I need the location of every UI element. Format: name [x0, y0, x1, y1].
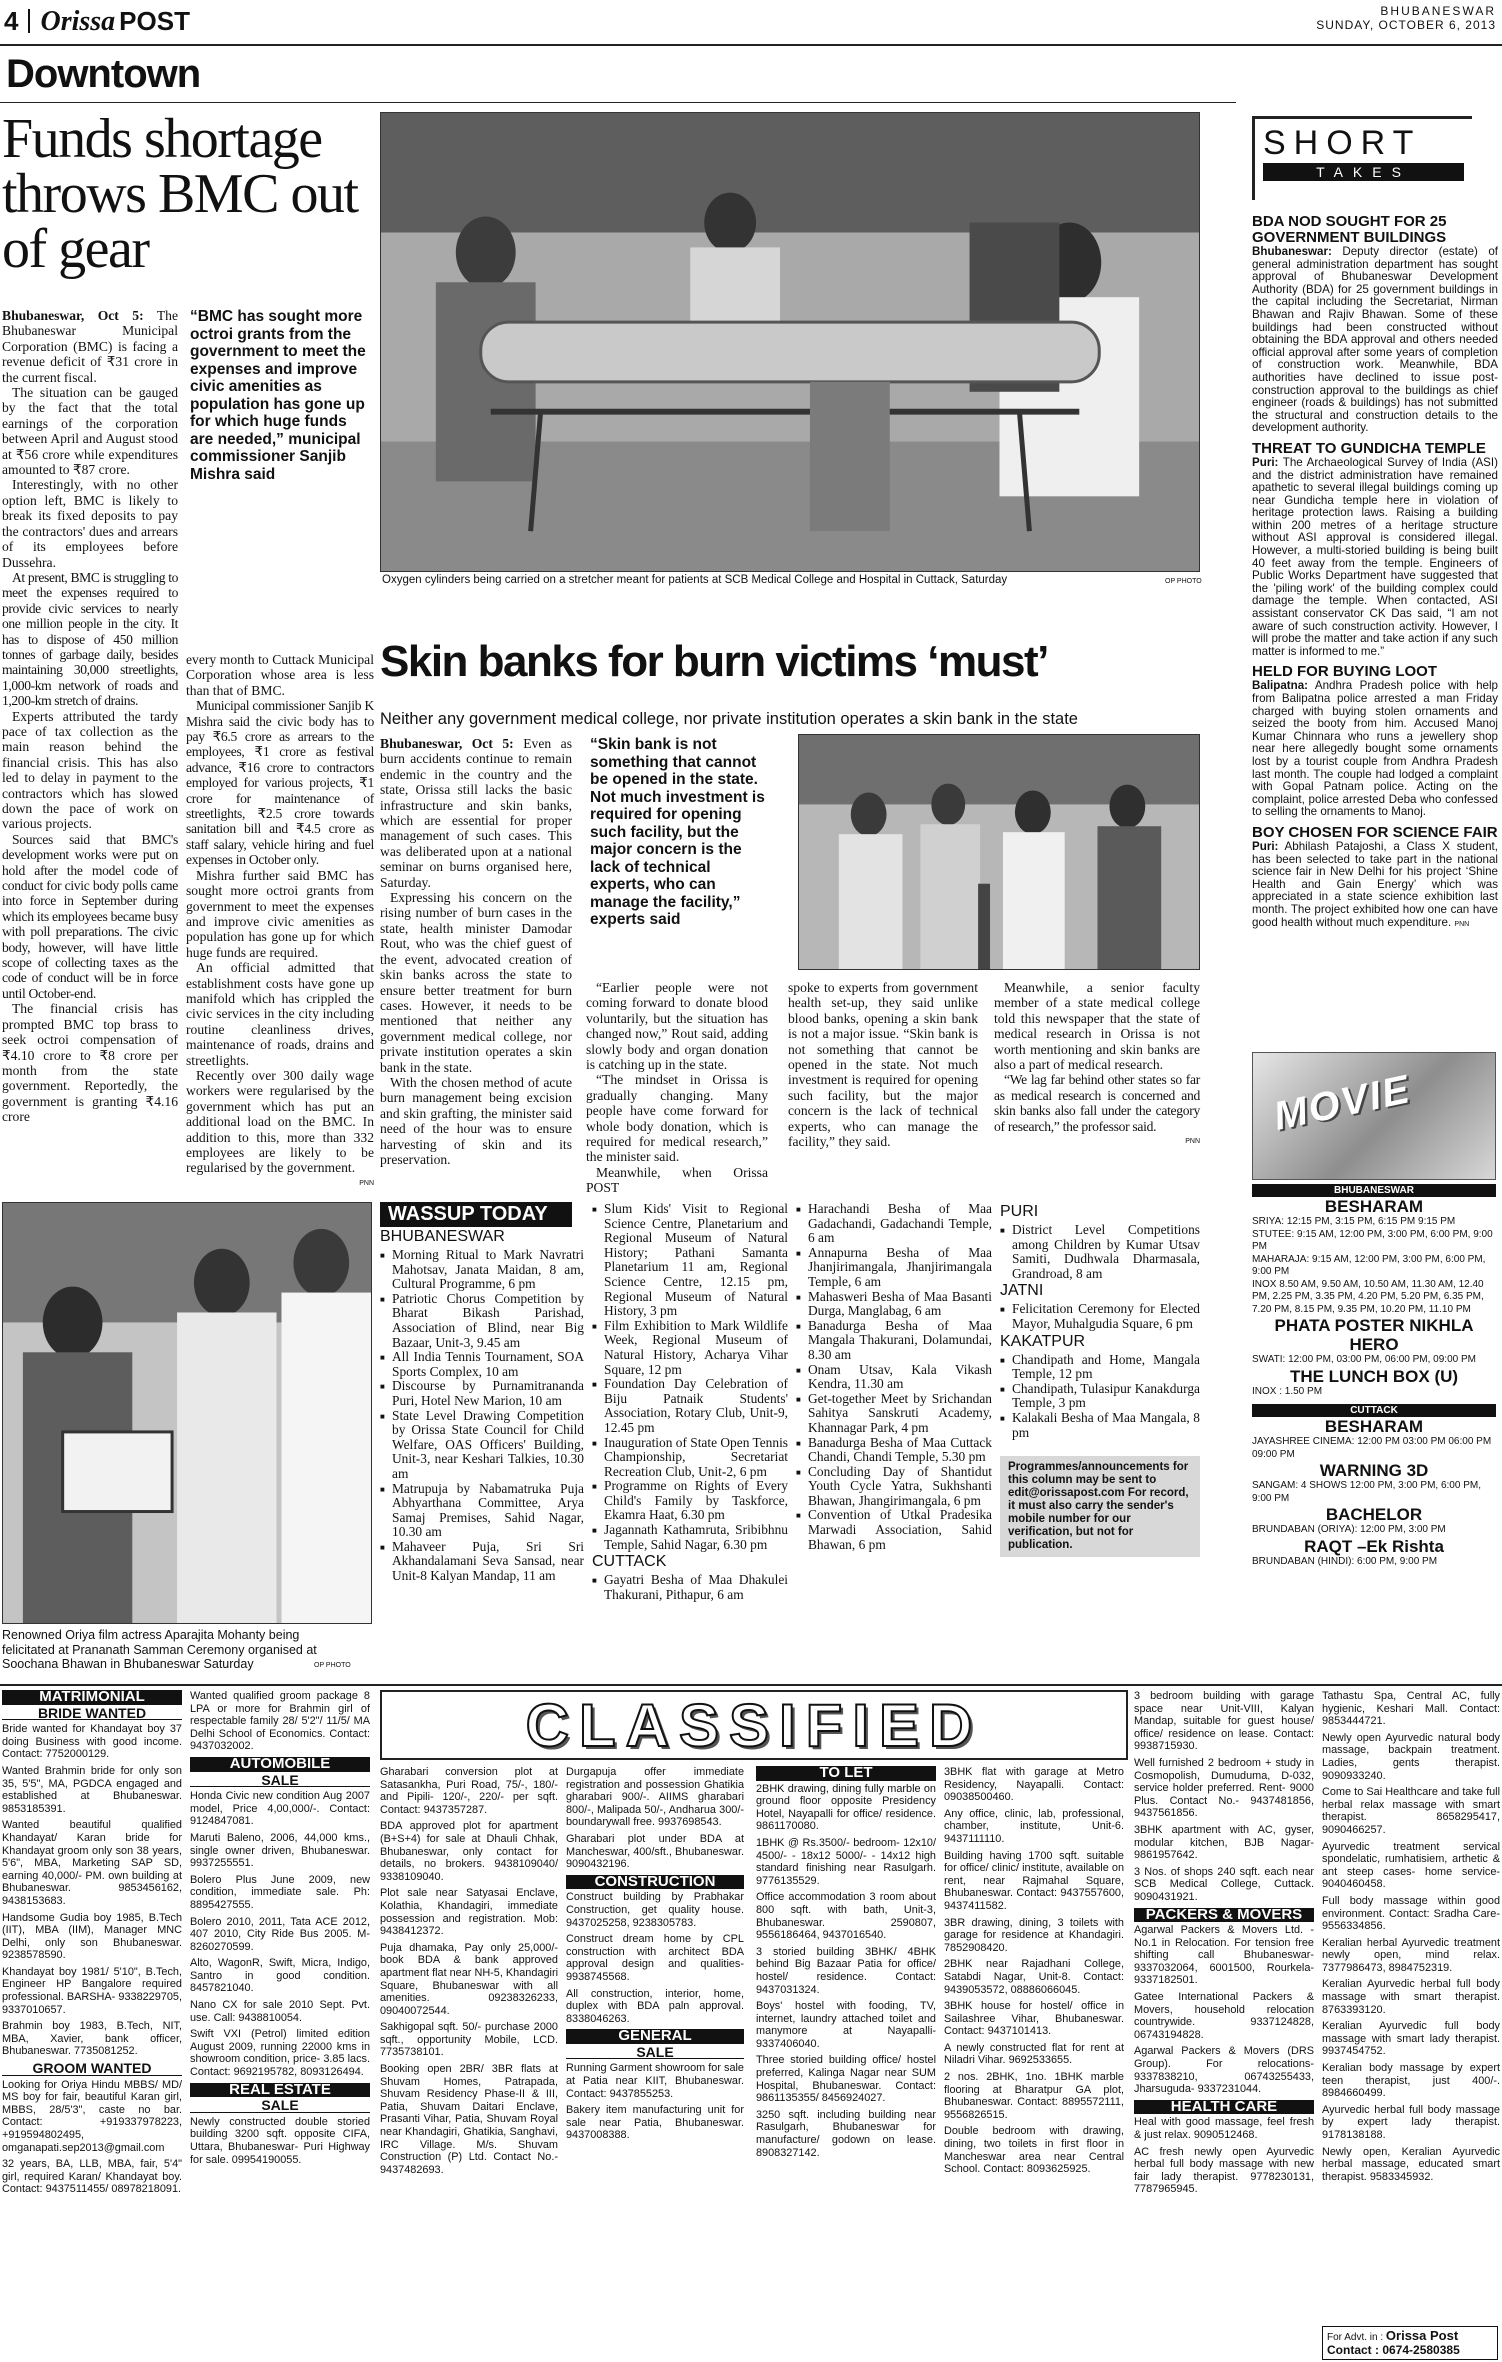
classified-ad: Alto, WagonR, Swift, Micra, Indigo, Santro in good condition. 8457821040. — [190, 1957, 370, 1995]
classified-ad: Construct building by Prabhakar Construction, get quality house. 9437025258, 9238305783. — [566, 1891, 744, 1929]
classified-ad: Wanted Brahmin bride for only son 35, 5'5", MA, PGDCA engaged and established at Bhubaneswar. 9853185391. — [2, 1764, 182, 1815]
classified-ad: Wanted qualified groom package 8 LPA or more for Brahmin girl of respectable family 28/ 5'2"/ 11/5/ MA Delhi School of Economics. Contact: 9437032002. — [190, 1690, 370, 1753]
wassup-event: ■ Mahasweri Besha of Maa Basanti Durga, Manglabag, 6 am — [796, 1290, 992, 1319]
skin-col2-para-1: “Earlier people were not coming forward to donate blood voluntarily, but the situation has changed now,” Rout said, adding slowly body and organ donation is catching up in the state. — [586, 980, 768, 1073]
classified-col-5 — [756, 1766, 936, 2360]
wassup-event: ■ Film Exhibition to Mark Wildlife Week, Regional Museum of Natural History, Acharya Vihar Square, 12 pm — [592, 1319, 788, 1377]
lead-col2-para-1: every month to Cuttack Municipal Corporation whose area is less than that of BMC. — [186, 652, 374, 698]
movie-showtime: BRUNDABAN (ORIYA): 12:00 PM, 3:00 PM — [1252, 1524, 1446, 1535]
skin-col4-para-1: Meanwhile, a senior faculty member of a state medical college told this newspaper that the state of medical research in Orissa is not worth mentioning and skin banks are also a part of medical research. — [994, 980, 1200, 1073]
lead-para-1: The Bhubaneswar Municipal Corporation (BMC) is facing a revenue deficit of ₹31 crore in the current fiscal. — [2, 308, 179, 385]
short-item-place: Puri: — [1252, 455, 1279, 469]
lead-pull-quote: “BMC has sought more octroi grants from the government to meet the expenses and improve civic amenities as population has gone up for which huge funds are needed,” municipal commissioner Sanjib Mishra said — [190, 308, 366, 483]
classified-ad: Bride wanted for Khandayat boy 37 doing Business with good income. Contact: 7752000129. — [2, 1723, 182, 1761]
wassup-event: ■ Gayatri Besha of Maa Dhakulei Thakurani, Pithapur, 6 am — [592, 1573, 788, 1602]
lead-col2-para-5: Recently over 300 daily wage workers were regularised by the government which has put an additional load on the BMC. In addition to this, more than 332 employees are likely to be regularised by the government. — [186, 1067, 374, 1176]
wassup-event: ■ Concluding Day of Shantidut Youth Cycle Yatra, Sukhshanti Bhawan, Jhangirimangala, 6 pm — [796, 1465, 992, 1509]
classified-footer-label: For Advt. in : — [1327, 2332, 1384, 2343]
movie-listings — [1248, 1052, 1498, 1652]
classified-banner — [380, 1690, 1128, 1760]
short-item — [1252, 441, 1498, 659]
wassup-col-1 — [380, 1202, 584, 1682]
movie-city-band: BHUBANESWAR — [1252, 1184, 1496, 1197]
wassup-event: ■ District Level Competitions among Children by Kumar Utsav Samiti, Dudhwala Dharmasala, Grandroad, 8 am — [1000, 1223, 1200, 1281]
skin-story — [380, 600, 1200, 1196]
classified-subcategory: GROOM WANTED — [2, 2062, 182, 2076]
movie-title: THE LUNCH BOX (U) — [1289, 1366, 1459, 1386]
classified-ad: Swift VXI (Petrol) limited edition August 2009, running 22000 kms in showroom condition, price- 3.85 lacs. Contact: 9692195782, 8093126494. — [190, 2028, 370, 2079]
short-takes — [1248, 112, 1498, 1072]
classified-ad: Khandayat boy 1981/ 5'10", B.Tech, Engineer HP Bangalore required professional. BARSHA- 9338229705, 9337010657. — [2, 1965, 182, 2016]
wassup-list-puri — [1000, 1223, 1200, 1281]
wassup-list-1 — [380, 1248, 584, 1584]
classified-ad: 3BHK apartment with AC, gyser, modular kitchen, BJB Nagar- 9861957642. — [1134, 1823, 1314, 1862]
classified-ad: 3250 sqft. including building near Rasulgarh, Bhubaneswar for manufacture/ godown on lease. 8908327142. — [756, 2108, 936, 2159]
classified-category-header: MATRIMONIAL — [2, 1690, 182, 1705]
wassup-col-2 — [592, 1202, 788, 1682]
classified-col-8 — [1322, 1690, 1500, 2322]
classified-ad: Come to Sai Healthcare and take full herbal relax massage with smart therapist. 8658295417, 9090466257. — [1322, 1786, 1500, 1836]
wassup-event: ■ Kalakali Besha of Maa Mangala, 8 pm — [1000, 1411, 1200, 1440]
classified-ad: Keralian herbal Ayurvedic treatment newly open, mind relax. 7377986473, 8984752319. — [1322, 1936, 1500, 1974]
classified-ad: Looking for Oriya Hindu MBBS/ MD/ MS boy for fair, beautiful Karan girl, MBBS, 28/5'3", caste no bar. Contact: +919337978223, +919594802495, omganapati.sep2013@gmail.com — [2, 2078, 182, 2154]
skin-seminar-photo-image — [799, 735, 1199, 969]
wassup-event: ■ Get-together Meet by Srichandan Sahitya Sanskruti Academy, Khannagar Park, 4 pm — [796, 1392, 992, 1436]
movie-title: BACHELOR — [1325, 1505, 1423, 1524]
actress-photo-caption: Renowned Oriya film actress Aparajita Mohanty being felicitated at Prananath Samman Ceremony organised at Soochana Bhawan in Bhubaneswar Saturday — [2, 1628, 317, 1671]
wassup-list-3 — [796, 1202, 992, 1552]
skin-seminar-photo — [798, 734, 1200, 970]
movie-showtime: SANGAM: 4 SHOWS 12:00 PM, 3:00 PM, 6:00 PM, 9:00 PM — [1252, 1480, 1481, 1504]
classified-ad: Agarwal Packers & Movers (DRS Group). For relocations- 9337838210, 06743255433, Jharsuguda- 9337231044. — [1134, 2045, 1314, 2096]
classified-ad: Ayurvedic herbal full body massage by expert lady therapist. 9178138188. — [1322, 2103, 1500, 2141]
classified-col-4 — [566, 1766, 744, 2360]
stretcher-photo-credit: OP PHOTO — [1165, 578, 1202, 585]
movie-title: BESHARAM — [1324, 1197, 1424, 1216]
wassup-event: ■ Felicitation Ceremony for Elected Mayor, Muhalgudia Square, 6 pm — [1000, 1302, 1200, 1331]
classified-banner-text: CLASSIFIED — [525, 1691, 983, 1759]
skin-dateline: Bhubaneswar, Oct 5: — [380, 736, 514, 751]
classified-ad: Office accommodation 3 room about 800 sqft. with bath, Unit-3, Bhubaneswar. 2590807, 9556186464, 9437016540. — [756, 1891, 936, 1942]
classified-ad: Honda Civic new condition Aug 2007 model, Price 4,00,000/-. Contact: 9124847081. — [190, 1790, 370, 1828]
wassup-event: ■ Onam Utsav, Kala Vikash Kendra, 11.30 am — [796, 1363, 992, 1392]
dateline-city: BHUBANESWAR — [1380, 4, 1496, 18]
classified-category-header: PACKERS & MOVERS — [1134, 1908, 1314, 1923]
lead-para-6: Sources said that BMC's development works were put on hold after the model code of conduct for civic body polls came into force in September during which its employees became busy with poll preparations. The civic body, however, will have little scope of collecting taxes as the code of conduct will be in force until October-end. — [2, 831, 178, 1001]
short-takes-credit: PNN — [1454, 920, 1470, 928]
wassup-event: ■ Inauguration of State Open Tennis Championship, Secretariat Recreation Club, Unit-2, 6 pm — [592, 1436, 788, 1480]
movie-showtime: BRUNDABAN (HINDI): 6:00 PM, 9:00 PM — [1252, 1555, 1438, 1567]
classified-ad: Brahmin boy 1983, B.Tech, NIT, MBA, Xavier, bank officer, Bhubaneswar. 7735081252. — [2, 2020, 182, 2058]
classified-ad: Building having 1700 sqft. suitable for office/ clinic/ institute, available on rent, near Rajmahal Square, Bhubaneswar. Contact: 9437557600, 9437411582. — [944, 1849, 1124, 1912]
page-number: 4 — [4, 6, 19, 36]
classified-col-1 — [2, 1690, 182, 2360]
classified-ad: BDA approved plot for apartment (B+S+4) for sale at Dhauli Chhak, Bhubaneswar, only contact for details, no brokers. 9438109040/ 9338109040. — [380, 1820, 558, 1883]
wassup-event: ■ Matrupuja by Nabamatruka Puja Abhyarthana Committee, Arya Samaj Premises, Sahid Nagar, 10.30 am — [380, 1482, 584, 1540]
movie-showtime: JAYASHREE CINEMA: 12:00 PM 03:00 PM 06:00 PM 09:00 PM — [1252, 1436, 1492, 1460]
skin-para-2: Expressing his concern on the rising number of burn cases in the state, health minister Damodar Rout, who was the chief guest of the event, advocated creation of skin banks across the state to ensure better treatment for burn cases. However, it needs to be mentioned that neither any government medical college, nor private institution operates a skin bank in the state. — [380, 890, 572, 1075]
classified-ad: Ayurvedic treatment servical spondelatic, rumhatisiem, arthetic & ant steep cases- home service-9040460458. — [1322, 1840, 1500, 1891]
classified-ad: Gatee International Packers & Movers, household relocation countrywide. 9337124828, 06743194828. — [1134, 1991, 1314, 2041]
skin-col2-para-2: “The mindset in Orissa is gradually changing. Many people have come forward for whole body donation, which is required for medical research,” the minister said. — [586, 1072, 768, 1165]
section-title: Downtown — [6, 52, 201, 96]
movie-title: WARNING 3D — [1319, 1461, 1429, 1480]
short-item-text: Abhilash Patajoshi, a Class X student, has been selected to take part in the national science fair in New Delhi for his project ‘Shine Health and Gain Energy’ which was appreciated in a state science exhibition last month. The project exhibited how one can have good health without much expenditure. — [1252, 839, 1498, 929]
wassup-today — [380, 1202, 1200, 1682]
lead-para-3: Interestingly, with no other option left, BMC is likely to break its fixed deposits to pay the contractors' dues and arrears of its employees before Dussehra. — [2, 477, 178, 570]
classified-category-header: GENERAL — [566, 2029, 744, 2044]
wassup-event: ■ Programme on Rights of Every Child's Family by Taskforce, Ekamra Haat, 6.30 pm — [592, 1479, 788, 1523]
classified-ad: AC fresh newly open Ayurvedic herbal full body massage with new fair lady therapist. 9778230131, 7787965945. — [1134, 2145, 1314, 2196]
classified-section — [0, 1688, 1502, 2362]
lead-col-2 — [186, 652, 374, 1187]
classified-rule — [0, 1684, 1502, 1686]
wassup-city-puri: PURI — [1000, 1203, 1039, 1220]
lead-para-4: At present, BMC is struggling to meet the expenses required to provide civic services to nearly one million people in the city. It has to dispose of 450 million tonnes of garbage daily, besides maintaining 30,000 streetlights, 1,000-km network of roads and 1,200-km stretch of drains. — [2, 569, 178, 709]
wassup-city-kakatpur: KAKATPUR — [1000, 1332, 1086, 1350]
movie-title: RAQT –Ek Rishta — [1304, 1536, 1444, 1556]
classified-ad: Keralian Ayurvedic herbal full body massage with smart therapist. 8763393120. — [1322, 1978, 1500, 2016]
classified-ad: Maruti Baleno, 2006, 44,000 kms., single owner driven, Bhubaneswar. 9937255551. — [190, 1831, 370, 1870]
skin-credit: PNN — [1185, 1138, 1200, 1146]
classified-ad: Keralian Ayurvedic full body massage with smart lady therapist. 9937454752. — [1322, 2020, 1500, 2058]
movie-showtime: SWATI: 12:00 PM, 03:00 PM, 06:00 PM, 09:00 PM — [1252, 1354, 1476, 1365]
short-item-place: Bhubaneswar: — [1252, 245, 1332, 258]
movie-title: BESHARAM — [1324, 1417, 1424, 1436]
classified-col-7 — [1134, 1690, 1314, 2360]
classified-ad: Keralian body massage by expert teen therapist, just 400/-. 8984660499. — [1322, 2062, 1500, 2100]
classified-category-header: TO LET — [756, 1766, 936, 1781]
classified-ad: Gharabari plot under BDA at Mancheswar, 400/sft., Bhubaneswar. 9090432196. — [566, 1832, 744, 1871]
classified-ad: Tathastu Spa, Central AC, fully hygienic, Keshari Mall. Contact: 9853444721. — [1322, 1690, 1500, 1728]
wassup-list-cuttack — [592, 1573, 788, 1602]
classified-category-header: AUTOMOBILE — [190, 1757, 370, 1772]
classified-ad: Sakhigopal sqft. 50/- purchase 2000 sqft., opportunity Mobile, LCD. 7735738101. — [380, 2021, 558, 2059]
classified-ad: Booking open 2BR/ 3BR flats at Shuvam Homes, Patrapada, Shuvam Residency Phase-II & III, Patia, Shuvam Daitari Enclave, Prasanti Vihar, Patia, Shuvam Royal near Khandagiri, Ghatikia, Sanghavi, IRC Village. M/s. Shuvam Construction (P) Ltd. Contact No.- 9437482693. — [380, 2063, 558, 2176]
movie-showtime: INOX : 1.50 PM — [1252, 1385, 1323, 1397]
classified-ad: 3 bedroom building with garage space near Unit-VIII, Kalyan Mandap, suitable for guest house/ office/ residence on lease. Contact: 9938715930. — [1134, 1690, 1314, 1753]
short-item-head: BOY CHOSEN FOR SCIENCE FAIR — [1252, 823, 1498, 841]
short-item-text: Deputy director (estate) of general administration department has sought approval of Bhubaneswar Development Authority (BDA) for 25 government buildings in the capital including the Secretariat, Nirman Bhawan and Rajiv Bhawan. Some of these buildings had been constructed without obtaining the BDA approval and others needed official approval after some years of completion of construction work. Meanwhile, BDA authorities have declined to issue post-construction approval to the buildings as chief engineer (roads & buildings) has not submitted the structural and construction details to the development authority. — [1252, 245, 1498, 435]
classified-col-2 — [190, 1690, 370, 2360]
classified-ad: 3 storied building 3BHK/ 4BHK behind Big Bazaar Patia for office/ hostel/ residence. Contact: 9437031324. — [756, 1945, 936, 1996]
movie-showtime: SRIYA: 12:15 PM, 3:15 PM, 6:15 PM 9:15 PM — [1252, 1216, 1456, 1227]
movie-banner-text: MOVIE — [1269, 1067, 1415, 1139]
classified-ad: All construction, interior, home, duplex with BDA paln approval. 8338046263. — [566, 1987, 744, 2025]
lead-story — [2, 108, 374, 1187]
wassup-event: ■ Discourse by Purnamitrananda Puri, Hotel New Marion, 10 am — [380, 1379, 584, 1408]
short-item — [1252, 825, 1498, 931]
short-item-head: HELD FOR BUYING LOOT — [1252, 663, 1437, 681]
movie-showtime: STUTEE: 9:15 AM, 12:00 PM, 3:00 PM, 6:00 PM, 9:00 PM — [1252, 1228, 1493, 1252]
classified-ad: Durgapuja offer immediate registration and possession Ghatikia gharabari 900/-. AIIMS gharabari 800/-, Malipada 50/-, Andharua 300/- boundarywall free. 9937698543. — [566, 1766, 744, 1829]
lead-col2-para-4: An official admitted that establishment costs have gone up manifold which has crippled the civic services in the city including routine cleanliness drives, maintenance of roads, drains and streetlights. — [186, 960, 374, 1068]
classified-category-header: HEALTH CARE — [1134, 2100, 1314, 2115]
classified-footer-contact: Contact : 0674-2580385 — [1327, 2343, 1460, 2357]
classified-footer-paper: Orissa Post — [1385, 2328, 1459, 2343]
short-item-head: BDA NOD SOUGHT FOR 25 GOVERNMENT BUILDINGS — [1252, 213, 1447, 246]
section-rule — [0, 102, 1236, 103]
movie-sections — [1252, 1184, 1496, 1652]
skin-subhead: Neither any government medical college, nor private institution operates a skin bank in the state — [380, 710, 1078, 728]
classified-ad: Newly open, Keralian Ayurvedic herbal massage, educated smart therapist. 9583345932. — [1322, 2145, 1500, 2183]
classified-subcategory: SALE — [566, 2046, 744, 2060]
short-item-head: THREAT TO GUNDICHA TEMPLE — [1252, 439, 1486, 457]
skin-pull-quote: “Skin bank is not something that cannot be opened in the state. Not much investment is required for opening such facility, but the major concern is the lack of technical experts, who can manage the facility,” experts said — [590, 736, 765, 928]
classified-ad: A newly constructed flat for rent at Niladri Vihar. 9692533655. — [944, 2041, 1124, 2067]
lead-headline: Funds shortage throws BMC out of gear — [2, 108, 358, 280]
movie-city-band: CUTTACK — [1252, 1404, 1496, 1417]
classified-col-3 — [380, 1766, 558, 2360]
classified-col-6 — [944, 1766, 1124, 2360]
classified-ad: 2BHK near Rajadhani College, Satabdi Nagar, Unit-8. Contact: 9439053572, 08886066045. — [944, 1958, 1124, 1996]
wassup-city-bhubaneswar: BHUBANESWAR — [380, 1228, 505, 1245]
classified-ad: Bolero 2010, 2011, Tata ACE 2012, 407 2010, City Ride Bus 2005. M- 8260270599. — [190, 1915, 370, 1953]
wassup-event: ■ Convention of Utkal Pradesika Marwadi Association, Sahid Bhawan, 6 pm — [796, 1508, 992, 1552]
wassup-event: ■ Chandipath and Home, Mangala Temple, 12 pm — [1000, 1353, 1200, 1382]
paper-name-bold: POST — [119, 6, 190, 36]
header-rule — [0, 44, 1502, 46]
classified-ad: Handsome Gudia boy 1985, B.Tech (IIT), MBA (IIM), Manager MNC Delhi, only son Bhubaneswar. 9238578590. — [2, 1911, 182, 1962]
classified-ad: Newly constructed double storied building 3200 sqft. opposite CIFA, Uttara, Bhubaneswar- Puri Highway for sale. 09954190055. — [190, 2115, 370, 2166]
page-header — [4, 6, 604, 36]
skin-col3-para-1: spoke to experts from government health set-up, they said unlike blood banks, opening a skin bank is not a major issue. “Skin bank is not something that cannot be opened in the state. Not much investment is required for opening such facility, but the major concern is the lack of technical experts, who can manage the facility,” they said. — [788, 980, 978, 1150]
movie-showtime: MAHARAJA: 9:15 AM, 12:00 PM, 3:00 PM, 6:00 PM, 9:00 PM — [1252, 1253, 1486, 1277]
classified-ad: Three storied building office/ hostel preferred, Kalinga Nagar near SUM Hospital, Bhubaneswar. Contact: 9861135355/ 8456924027. — [756, 2054, 936, 2105]
wassup-list-kakatpur — [1000, 1353, 1200, 1441]
lead-col-1 — [2, 308, 178, 1174]
skin-para-1: Even as burn accidents continue to remain endemic in the country and the state, Orissa still lacks the basic infrastructure and skin banks, which are essential for proper management of such cases. This was deliberated upon at a national seminar on burns organised here, Saturday. — [380, 736, 573, 890]
classified-ad: Bolero Plus June 2009, new condition, immediate sale. Ph: 8895427555. — [190, 1873, 370, 1911]
classified-ad: Heal with good massage, feel fresh & just relax. 9090512468. — [1134, 2116, 1314, 2141]
lead-credit: PNN — [359, 1179, 374, 1187]
classified-ad: 3BR drawing, dining, 3 toilets with garage for residence at Khandagiri. 7852908420. — [944, 1916, 1124, 1954]
wassup-event: ■ Annapurna Besha of Maa Jhanjirimangala, Jhanjirimangala Temple, 6 am — [796, 1246, 992, 1290]
skin-headline: Skin banks for burn victims ‘must’ — [380, 637, 1048, 686]
wassup-event: ■ Patriotic Chorus Competition by Bharat Bikash Parishad, Association of Blind, near Big Bazaar, Unit-3, 9.45 am — [380, 1292, 584, 1350]
short-item-text: The Archaeological Survey of India (ASI) and the district administration have remained apathetic to several illegal buildings coming up near Gundicha temple here in violation of heritage protection laws. Raising a building within 200 metres of a heritage structure without ASI approval is considered illegal. However, a multi-storied building is being built 40 feet away from the temple. Engineers of Public Works Department have suggested that the 'piling work' of the building complex could damage the temple. When contacted, ASI assistant conservator CK Das said, “I am not aware of such construction activity. However, I will probe the matter and take action if any such matter is informed to me.” — [1252, 455, 1499, 658]
classified-ad: Well furnished 2 bedroom + study in Cosmopolish, Dumuduma, D-032, service holder preferred. Rent- 9000 Plus. Contact No.- 9437481856, 9437561856. — [1134, 1756, 1314, 1820]
paper-name: Orissa — [40, 6, 116, 37]
stretcher-photo — [380, 112, 1200, 572]
classified-ad: Gharabari conversion plot at Satasankha, Puri Road, 75/-, 180/- and Pipili- 120/-, 220/- per sqft. Contact: 9437357287. — [380, 1766, 558, 1816]
wassup-event: ■ Banadurga Besha of Maa Cuttack Chandi, Chandi Temple, 5.30 pm — [796, 1436, 992, 1465]
movie-showtime: INOX 8.50 AM, 9.50 AM, 10.50 AM, 11.30 AM, 12.40 PM, 2.25 PM, 3.35 PM, 4.20 PM, 5.20 PM, 6.35 PM, 7.20 PM, 8.15 PM, 9.35 PM, 10.20 PM, 11.10 PM — [1252, 1278, 1484, 1315]
lead-para-5: Experts attributed the tardy pace of tax collection as the main reason behind the financial crisis. This has also led to delay in payment to the contractors which has slowed down the pace of work on various projects. — [2, 708, 178, 832]
dateline-block — [1196, 4, 1496, 32]
skin-col-4 — [994, 980, 1200, 1174]
wassup-event: ■ Morning Ritual to Mark Navratri Mahotsav, Janata Maidan, 8 am, Cultural Programme, 6 pm — [380, 1248, 584, 1292]
short-item-text: Andhra Pradesh police with help from Balipatna police arrested a man Friday charged with buying stolen ornaments and seized the booty from him. Accused Manoj Kumar Chinnara who runs a jewellery shop near here allegedly bought some ornaments lost by a tourist couple from Andhra Pradesh last month. The couple had lodged a complaint with Gopal Patnam police. Acting on the complaint, police arrested Deba who confessed to selling the ornaments to Manoj. — [1252, 679, 1498, 819]
wassup-col-4 — [1000, 1202, 1200, 1682]
classified-ad: Agarwal Packers & Movers Ltd. - No.1 in Relocation. For tension free shifting call Bhubaneswar- 9337032064, 6001500, Rourkela- 9337182501. — [1134, 1924, 1314, 1987]
classified-ad: Wanted beautiful qualified Khandayat/ Karan bride for Khandayat groom only son 38 years, 5'6", MBA, Marketing SAP SD, earning 40,000/- PM. own building at Bhubaneswar. 9853456162, 9438153683. — [2, 1819, 182, 1907]
classified-contact-box — [1322, 2326, 1498, 2360]
classified-ad: Boys' hostel with fooding, TV, internet, laundry attached toilet and manymore at Nayapalli- 9337406040. — [756, 2000, 936, 2050]
skin-col2-para-3: Meanwhile, when Orissa POST — [586, 1164, 768, 1196]
movie-banner — [1252, 1052, 1496, 1180]
short-takes-logo-bottom: TAKES — [1263, 163, 1464, 181]
classified-subcategory: SALE — [190, 1774, 370, 1788]
wassup-col-3 — [796, 1202, 992, 1682]
classified-ad: Running Garment showroom for sale at Patia near KIIT, Bhubaneswar. Contact: 9437855253. — [566, 2062, 744, 2100]
wassup-event: ■ Slum Kids' Visit to Regional Science Centre, Planetarium and Regional Museum of Natural History; Pathani Samanta Planetarium 11 am, Regional Science Centre, 12.15 pm, Regional Museum of Natural History, 3 pm — [592, 1202, 788, 1319]
classified-ad: 2 nos. 2BHK, 1no. 1BHK marble flooring at Bharatpur GA plot, Bhubaneswar. Contact: 8895572111, 9556826515. — [944, 2071, 1124, 2121]
classified-ad: Construct dream home by CPL construction with architect BDA approval design and qualities- 9938745568. — [566, 1933, 744, 1983]
masthead — [0, 0, 1502, 110]
classified-ad: Nano CX for sale 2010 Sept. Pvt. use. Call: 9438810054. — [190, 1999, 370, 2024]
header-divider — [28, 9, 30, 33]
wassup-event: ■ Foundation Day Celebration of Biju Patnaik Students' Association, Rotary Club, Unit-9, 12.45 pm — [592, 1377, 788, 1435]
classified-ad: 3BHK flat with garage at Metro Residency, Nayapalli. Contact: 09038500460. — [944, 1766, 1124, 1804]
classified-ad: Double bedroom with drawing, dining, two toilets in first floor in Mancheswar area near Central School. Contact: 8093625925. — [944, 2125, 1124, 2176]
short-item — [1252, 664, 1498, 819]
classified-ad: 3BHK house for hostel/ office in Sailashree Vihar, Bhubaneswar. Contact: 9437101413. — [944, 2000, 1124, 2038]
skin-col-1 — [380, 736, 572, 1174]
wassup-event: ■ Jagannath Kathamruta, Sribibhnu Temple, Sahid Nagar, 6.30 pm — [592, 1523, 788, 1552]
skin-col-2 — [586, 980, 768, 1196]
wassup-list-jatni — [1000, 1302, 1200, 1331]
lead-para-7: The financial crisis has prompted BMC top brass to seek octroi compensation of ₹4.10 crore to ₹8 crore per month from the state government. Reportedly, the government is granting ₹4.16 crore — [2, 1001, 178, 1125]
actress-photo — [2, 1202, 372, 1624]
wassup-event: ■ Harachandi Besha of Maa Gadachandi, Gadachandi Temple, 6 am — [796, 1202, 992, 1246]
classified-category-header: REAL ESTATE — [190, 2083, 370, 2098]
dateline-date: SUNDAY, OCTOBER 6, 2013 — [1316, 18, 1496, 32]
classified-ad: Full body massage within good environment. Contact: Sradha Care- 9556334856. — [1322, 1894, 1500, 1933]
classified-ad: 2BHK drawing, dining fully marble on ground floor opposite Presidency Hotel, Nayapalli for office/ residence. 9861170080. — [756, 1782, 936, 1833]
movie-title: PHATA POSTER NIKHLA HERO — [1274, 1316, 1474, 1354]
classified-ad: Plot sale near Satyasai Enclave, Kolathia, Khandagiri, immediate possession and registration. Mob: 9438412372. — [380, 1887, 558, 1938]
skin-col4-para-2: “We lag far behind other states so far as medical research is concerned and skin banks also fall under the category of research,” the professor said. — [994, 1072, 1200, 1134]
skin-para-3: With the chosen method of acute burn management being excision and skin grafting, the minister said need of the hour was to ensure harvesting of skin and its preservation. — [380, 1074, 572, 1167]
short-takes-items — [1252, 214, 1498, 1074]
short-takes-logo-top: SHORT — [1263, 124, 1422, 162]
wassup-list-2 — [592, 1202, 788, 1552]
actress-photo-credit: OP PHOTO — [314, 1662, 351, 1669]
wassup-event: ■ All India Tennis Tournament, SOA Sports Complex, 10 am — [380, 1350, 584, 1379]
classified-ad: Any office, clinic, lab, professional, chamber, institute, Unit-6. 9437111110. — [944, 1807, 1124, 1845]
classified-ad: Newly open Ayurvedic natural body massage, backpain treatment. Ladies, gents therapist. 9090933240. — [1322, 1731, 1500, 1782]
wassup-event: ■ State Level Drawing Competition by Orissa State Council for Child Welfare, OAS Officers' Building, Unit-3, near Keshari Talkies, 10.30 am — [380, 1409, 584, 1482]
lead-col2-para-3: Mishra further said BMC has sought more octroi grants from government to meet the expenses and improve civic amenities as population has gone up for which huge funds are required. — [186, 867, 374, 960]
classified-ad: 1BHK @ Rs.3500/- bedroom- 12x10/ 4500/- - 18x12 5000/- - 14x12 high standard finishing near Rasulgarh. 9776135529. — [756, 1836, 936, 1887]
actress-photo-image — [3, 1203, 371, 1623]
wassup-event: ■ Banadurga Besha of Maa Mangala Thakurani, Dolamundai, 8.30 am — [796, 1319, 992, 1363]
short-item-place: Balipatna: — [1252, 679, 1309, 693]
classified-category-header: CONSTRUCTION — [566, 1875, 744, 1890]
classified-subcategory: BRIDE WANTED — [2, 1707, 182, 1721]
stretcher-photo-image — [381, 113, 1199, 571]
classified-ad: Puja dhamaka, Pay only 25,000/- book BDA & bank approved apartment flat near NH-5, Khandagiri Square, Bhubaneswar with all amenities. 09238326233, 09040072544. — [380, 1941, 558, 2017]
short-takes-logo — [1252, 116, 1472, 200]
lead-dateline: Bhubaneswar, Oct 5: — [2, 308, 144, 323]
short-item-place: Puri: — [1252, 839, 1279, 853]
classified-ad: Bakery item manufacturing unit for sale near Patia, Bhubaneswar. 9437008388. — [566, 2104, 744, 2142]
wassup-title: WASSUP TODAY — [380, 1202, 572, 1227]
wassup-event: ■ Mahaveer Puja, Sri Sri Akhandalamani Seva Sansad, near Unit-8 Kalyan Mandap, 11 am — [380, 1540, 584, 1584]
lead-para-2: The situation can be gauged by the fact that the total earnings of the corporation between April and August stood at ₹56 crore while expenditures amounted to ₹87 crore. — [2, 385, 178, 478]
short-item — [1252, 214, 1498, 435]
skin-col-3 — [788, 980, 978, 1174]
stretcher-photo-caption: Oxygen cylinders being carried on a stretcher meant for patients at SCB Medical College and Hospital in Cuttack, Saturday — [382, 574, 1008, 586]
wassup-note: Programmes/announcements for this column may be sent to edit@orissapost.com For record, it must also carry the sender's mobile number for our verification, but not for publication. — [1000, 1456, 1200, 1557]
classified-ad: 3 Nos. of shops 240 sqft. each near SCB Medical College, Cuttack. 9090431921. — [1134, 1865, 1314, 1903]
wassup-city-jatni: JATNI — [1000, 1282, 1044, 1300]
wassup-event: ■ Chandipath, Tulasipur Kanakdurga Temple, 3 pm — [1000, 1382, 1200, 1411]
lead-col2-para-2: Municipal commissioner Sanjib K Mishra said the civic body has to pay ₹6.5 crore as arrears to the employees, ₹1 crore as festival advance, ₹16 crore to contractors employed for various projects, ₹1 crore for maintenance of streetlights, ₹2.5 crore towards sanitation bill and ₹4.5 crore as staff salary, vehicle hiring and fuel expenses in October only. — [186, 698, 374, 868]
classified-ad: 32 years, BA, LLB, MBA, fair, 5'4" girl, required Karan/ Khandayat boy. Contact: 9437511455/ 08978218091. — [2, 2158, 182, 2196]
wassup-city-cuttack: CUTTACK — [592, 1553, 667, 1571]
classified-subcategory: SALE — [190, 2099, 370, 2113]
